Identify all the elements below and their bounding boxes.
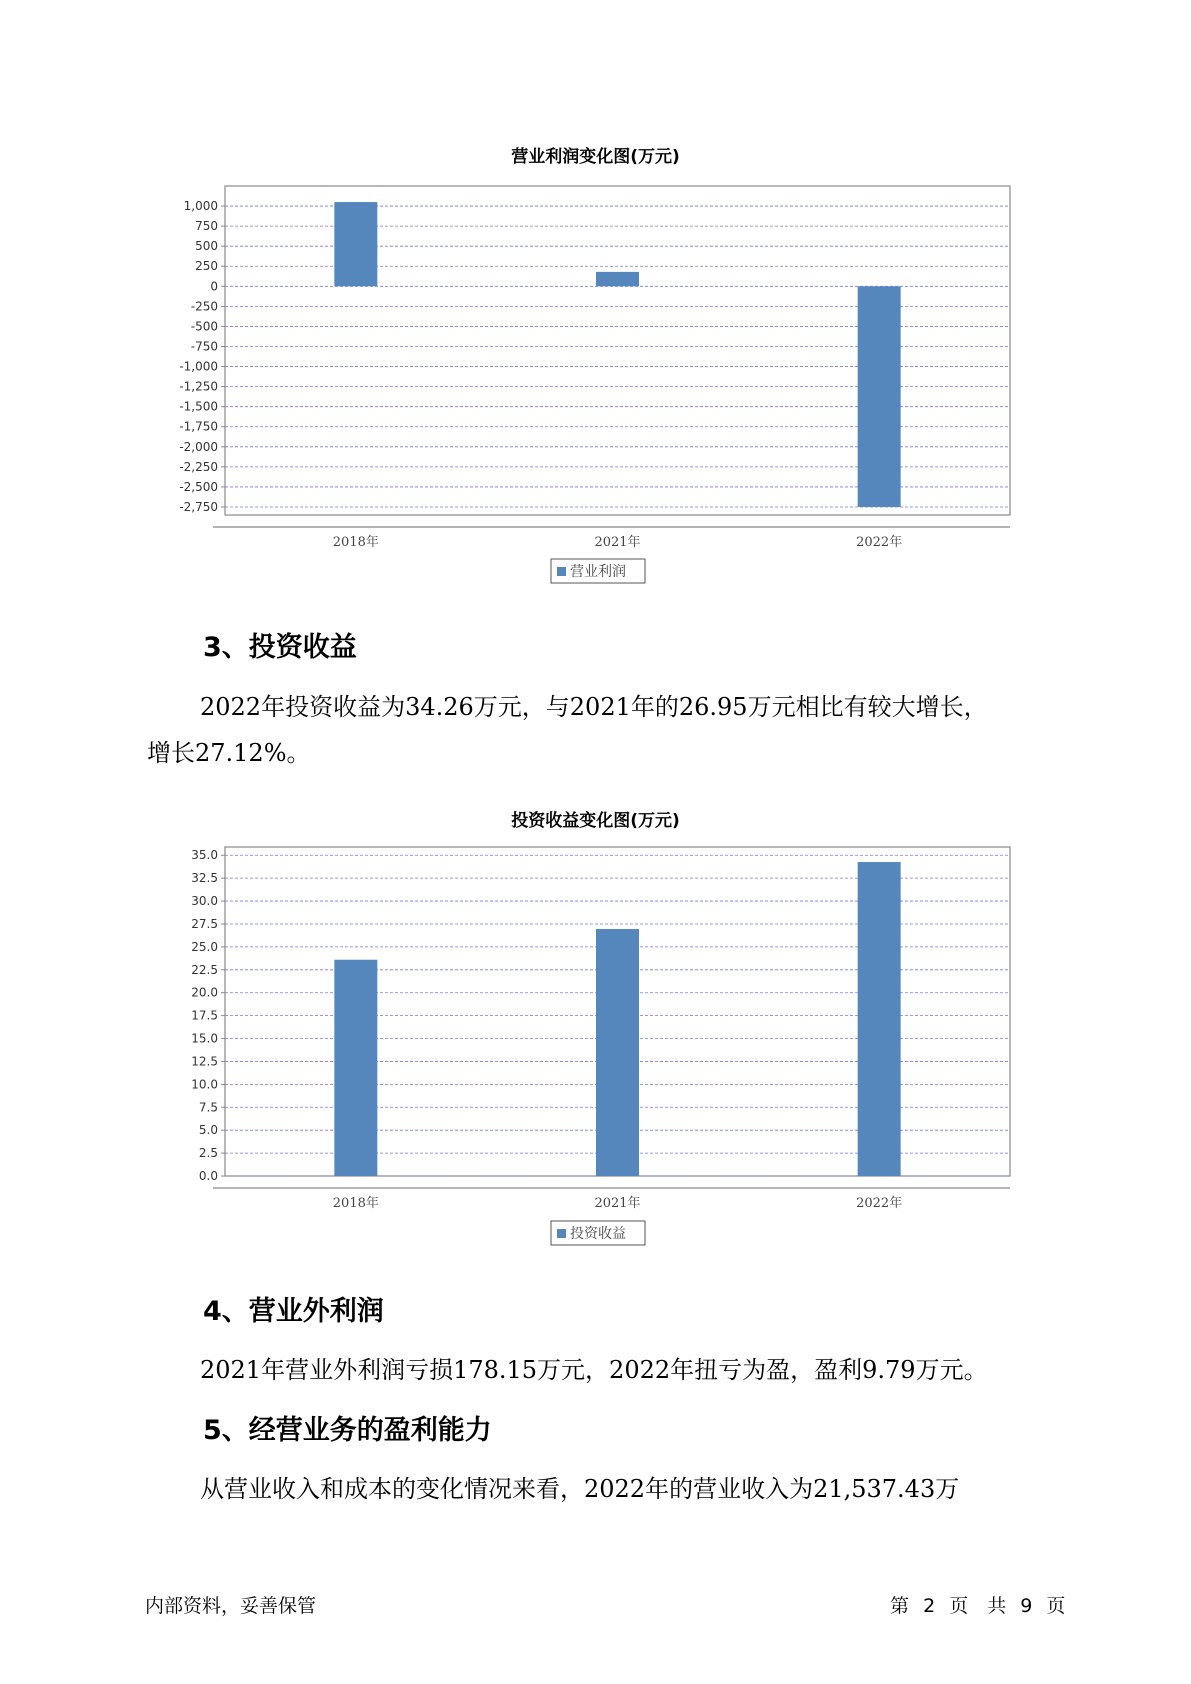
footer-confidential-note: 内部资料，妥善保管 (145, 1595, 317, 1617)
bar-2018年 (334, 960, 377, 1176)
y-tick-label: 7.5 (198, 1100, 218, 1115)
y-tick-label: 1,000 (183, 199, 218, 214)
y-tick-label: 10.0 (191, 1077, 218, 1092)
page-total: 9 (1020, 1595, 1033, 1617)
chart1-title: 营业利润变化图(万元) (511, 147, 680, 167)
section-5-heading: 5、经营业务的盈利能力 (203, 1415, 492, 1446)
y-tick-label: 30.0 (191, 894, 218, 909)
page-prefix: 第 (890, 1595, 910, 1617)
bar-2022年 (858, 862, 901, 1176)
page-current: 2 (923, 1595, 936, 1617)
y-tick-label: 32.5 (191, 871, 218, 886)
y-tick-label: 0.0 (198, 1169, 218, 1183)
section-5-text-line1: 从营业收入和成本的变化情况来看，2022年的营业收入为21,537.43万 (200, 1475, 960, 1503)
y-tick-label: 750 (195, 219, 218, 234)
chart2-title: 投资收益变化图(万元) (511, 811, 680, 831)
plot-area (191, 847, 1010, 1211)
y-tick-label: 12.5 (191, 1054, 218, 1069)
page-suffix: 页 (1046, 1595, 1066, 1617)
y-tick-label: 500 (195, 239, 218, 254)
y-tick-label: 27.5 (191, 916, 218, 931)
section-4-heading: 4、营业外利润 (203, 1296, 384, 1327)
x-tick-label: 2021年 (594, 1196, 641, 1211)
y-tick-label: 35.0 (191, 848, 218, 863)
legend-label: 投资收益 (570, 1226, 626, 1242)
x-tick-label: 2022年 (856, 1196, 903, 1211)
y-tick-label: 2.5 (198, 1146, 218, 1161)
footer-page-number (890, 1591, 1065, 1618)
y-tick-label: -2,000 (179, 439, 218, 454)
section-3-text-line2: 增长27.12%。 (147, 739, 311, 767)
x-tick-label: 2018年 (332, 1196, 379, 1211)
x-tick-label: 2018年 (332, 535, 379, 550)
y-tick-label: -500 (190, 319, 218, 334)
y-tick-label: -2,750 (179, 499, 218, 514)
legend-swatch (557, 1229, 566, 1238)
legend-label: 营业利润 (570, 564, 626, 580)
y-tick-label: 15.0 (191, 1031, 218, 1046)
section-3-text-line1: 2022年投资收益为34.26万元，与2021年的26.95万元相比有较大增长， (200, 693, 988, 721)
y-tick-label: -1,750 (179, 419, 218, 434)
y-tick-label: 22.5 (191, 962, 218, 977)
y-tick-label: 5.0 (198, 1123, 218, 1138)
x-tick-label: 2021年 (594, 535, 641, 550)
page-mid: 页 共 (949, 1595, 1007, 1617)
y-tick-label: -1,250 (179, 379, 218, 394)
x-tick-label: 2022年 (856, 535, 903, 550)
y-tick-label: -1,500 (179, 399, 218, 414)
y-tick-label: 25.0 (191, 939, 218, 954)
section-3-heading: 3、投资收益 (203, 632, 357, 663)
y-tick-label: -2,500 (179, 479, 218, 494)
section-4-text-line1: 2021年营业外利润亏损178.15万元，2022年扭亏为盈，盈利9.79万元。 (200, 1356, 988, 1384)
bar-2021年 (596, 929, 639, 1176)
y-tick-label: 0 (210, 279, 218, 294)
y-tick-label: -2,250 (179, 459, 218, 474)
y-tick-label: 250 (195, 259, 218, 274)
y-tick-label: -750 (190, 339, 218, 354)
y-tick-label: -250 (190, 299, 218, 314)
y-tick-label: 17.5 (191, 1008, 218, 1023)
legend (551, 1221, 645, 1245)
y-tick-label: -1,000 (179, 359, 218, 374)
y-tick-label: 20.0 (191, 985, 218, 1000)
